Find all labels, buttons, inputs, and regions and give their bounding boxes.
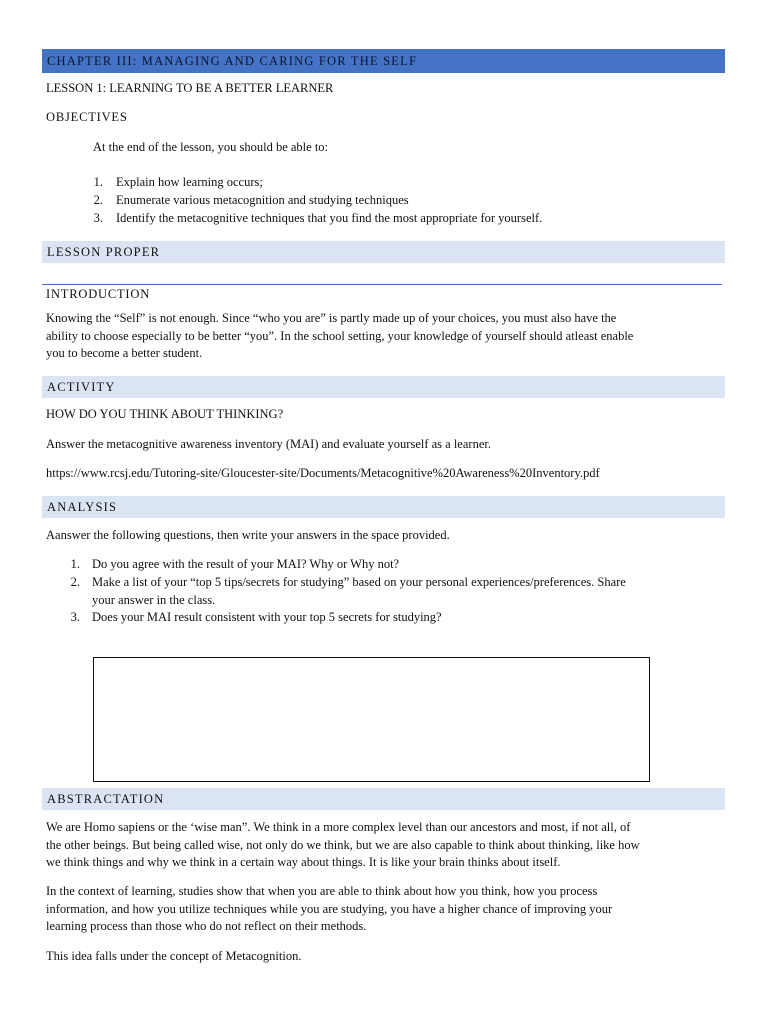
list-number: 3. bbox=[93, 211, 103, 225]
abstraction-bar bbox=[42, 788, 725, 810]
analysis-heading: ANALYSIS bbox=[47, 500, 118, 514]
lesson-proper-heading: LESSON PROPER bbox=[47, 245, 161, 259]
introduction-heading: INTRODUCTION bbox=[46, 287, 151, 301]
list-item: Does your MAI result consistent with your top 5 secrets for studying? bbox=[92, 610, 442, 624]
abstraction-line: learning process than those who do not reflect on their methods. bbox=[46, 919, 367, 933]
lesson-title: LESSON 1: LEARNING TO BE A BETTER LEARNER bbox=[46, 81, 334, 95]
introduction-line: ability to choose especially to be better “you”. In the school setting, your knowledge of yourself should atleast enable bbox=[46, 329, 634, 343]
activity-heading: ACTIVITY bbox=[47, 380, 116, 394]
list-item: Explain how learning occurs; bbox=[116, 175, 263, 189]
analysis-bar bbox=[42, 496, 725, 518]
analysis-instruction: Aanswer the following questions, then write your answers in the space provided. bbox=[46, 528, 450, 542]
lesson-proper-bar bbox=[42, 241, 725, 263]
abstraction-heading: ABSTRACTATION bbox=[47, 792, 165, 806]
list-number: 2. bbox=[70, 575, 80, 589]
abstraction-line: We are Homo sapiens or the ‘wise man”. We think in a more complex level than our ancestors and most, if not all, of bbox=[46, 820, 631, 834]
chapter-title: CHAPTER III: MANAGING AND CARING FOR THE SELF bbox=[47, 54, 418, 68]
list-number: 1. bbox=[93, 175, 103, 189]
list-item: Enumerate various metacognition and studying techniques bbox=[116, 193, 409, 207]
activity-bar bbox=[42, 376, 725, 398]
abstraction-line: the other beings. But being called wise, not only do we think, but we are also capable to think about thinking, like how bbox=[46, 838, 640, 852]
introduction-line: Knowing the “Self” is not enough. Since “who you are” is partly made up of your choices, you must also have the bbox=[46, 311, 617, 325]
list-number: 3. bbox=[70, 610, 80, 624]
objectives-intro: At the end of the lesson, you should be able to: bbox=[93, 140, 329, 154]
answer-box[interactable] bbox=[93, 657, 650, 782]
activity-question: HOW DO YOU THINK ABOUT THINKING? bbox=[46, 407, 284, 421]
list-item-continuation: your answer in the class. bbox=[92, 593, 216, 607]
chapter-title-bar bbox=[42, 49, 725, 73]
list-number: 1. bbox=[70, 557, 80, 571]
abstraction-line: In the context of learning, studies show that when you are able to think about how you think, how you process bbox=[46, 884, 598, 898]
list-item: Make a list of your “top 5 tips/secrets for studying” based on your personal experiences/preferences. Share bbox=[92, 575, 626, 589]
mai-link[interactable]: https://www.rcsj.edu/Tutoring-site/Gloucester-site/Documents/Metacognitive%20Awareness%20Inventory.pdf bbox=[46, 466, 600, 480]
section-divider bbox=[42, 284, 722, 285]
list-item: Identify the metacognitive techniques that you find the most appropriate for yourself. bbox=[116, 211, 543, 225]
list-number: 2. bbox=[93, 193, 103, 207]
introduction-line: you to become a better student. bbox=[46, 346, 203, 360]
abstraction-line: we think things and why we think in a certain way about things. It is like your brain thinks about itself. bbox=[46, 855, 561, 869]
abstraction-line: information, and how you utilize techniques while you are studying, you have a higher chance of improving your bbox=[46, 902, 613, 916]
list-item: Do you agree with the result of your MAI? Why or Why not? bbox=[92, 557, 400, 571]
abstraction-conclusion: This idea falls under the concept of Metacognition. bbox=[46, 949, 302, 963]
activity-instruction: Answer the metacognitive awareness inventory (MAI) and evaluate yourself as a learner. bbox=[46, 437, 491, 451]
objectives-heading: OBJECTIVES bbox=[46, 110, 128, 124]
